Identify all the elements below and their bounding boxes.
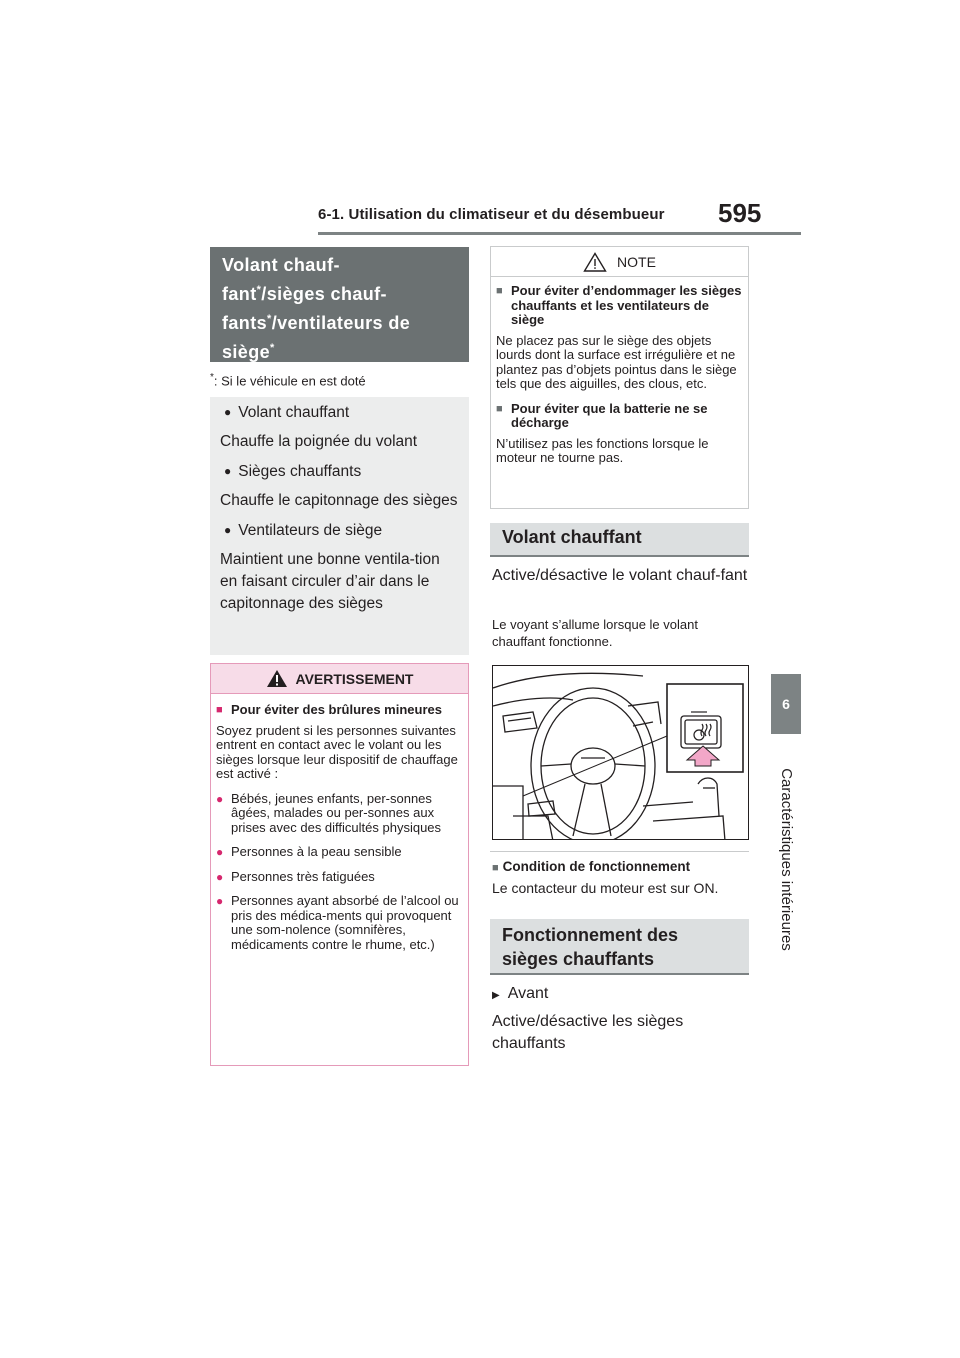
warning-heading: ■ Pour éviter des brûlures mineures (216, 703, 463, 718)
warning-box (210, 663, 469, 1066)
warning-header: AVERTISSEMENT (211, 664, 468, 694)
divider (490, 851, 749, 852)
warning-bullet: ● Personnes ayant absorbé de l’alcool ou pris des médica-ments qui provoquent une som-nolence (somnifères, médicaments contre le rhume, etc.) (216, 894, 463, 952)
chapter-tab-label: Caractéristiques intérieures (777, 767, 795, 951)
steering-wheel-illustration (492, 665, 749, 840)
page-number: 595 (718, 198, 762, 228)
feature-title: ● Sièges chauffants (220, 461, 459, 482)
section-heading-heating: Volant chauf- fant*/sièges chauf- fants*/ventilateurs de siège* (210, 247, 469, 362)
note-header: NOTE (491, 247, 748, 277)
feature-desc: Maintient une bonne ventila-tion en faisant circuler d’air dans le capitonnage des sièges (220, 551, 440, 612)
note-box (490, 246, 749, 509)
section-heading-steering: Volant chauffant (490, 523, 749, 557)
note-heading: ■ Pour éviter d’endommager les sièges chauffants et les ventilateurs de siège (496, 284, 743, 328)
steering-instruction: Active/désactive le volant chauf-fant (492, 567, 748, 584)
warning-bullet: ● Personnes à la peau sensible (216, 845, 463, 860)
warning-bullet: ● Personnes très fatiguées (216, 870, 463, 885)
note-heading: ■ Pour éviter que la batterie ne se décharge (496, 402, 743, 431)
footnote: *: Si le véhicule en est doté (210, 372, 366, 389)
warning-triangle-icon (266, 669, 288, 688)
feature-title: ● Ventilateurs de siège (220, 520, 459, 541)
feature-desc: Chauffe la poignée du volant (220, 433, 418, 450)
chapter-tab-number: 6 (771, 674, 801, 734)
steering-note: Le voyant s’allume lorsque le volant chauffant fonctionne. (492, 617, 698, 649)
warning-bullet: ● Bébés, jeunes enfants, per-sonnes âgées, malades ou per-sonnes aux prises avec des difficultés physiques (216, 792, 463, 836)
caution-triangle-icon (583, 252, 607, 272)
section-heading-seats: Fonctionnement des sièges chauffants (490, 919, 749, 975)
feature-desc: Chauffe le capitonnage des sièges (220, 492, 458, 509)
features-box (210, 397, 469, 655)
front-label: ▶ Avant (492, 983, 548, 1007)
header-rule (318, 232, 801, 235)
seat-instruction: Active/désactive les sièges chauffants (492, 1013, 684, 1052)
running-header-title: 6-1. Utilisation du climatiseur et du désembueur (318, 206, 665, 223)
condition-text: Le contacteur du moteur est sur ON. (492, 880, 719, 896)
note-text: Ne placez pas sur le siège des objets lourds dont la surface est irrégulière et ne plantez pas d’objets pointus dans le siège tels que des aiguilles, des clous, etc. (496, 332, 737, 391)
warning-intro: Soyez prudent si les personnes suivantes entrent en contact avec le volant ou les sièges lorsque leur dispositif de chauffage est activé : (216, 722, 458, 781)
feature-title: ● Volant chauffant (220, 402, 459, 423)
condition-heading: ■ Condition de fonctionnement (492, 859, 690, 874)
note-text: N’utilisez pas les fonctions lorsque le moteur ne tourne pas. (496, 435, 709, 465)
